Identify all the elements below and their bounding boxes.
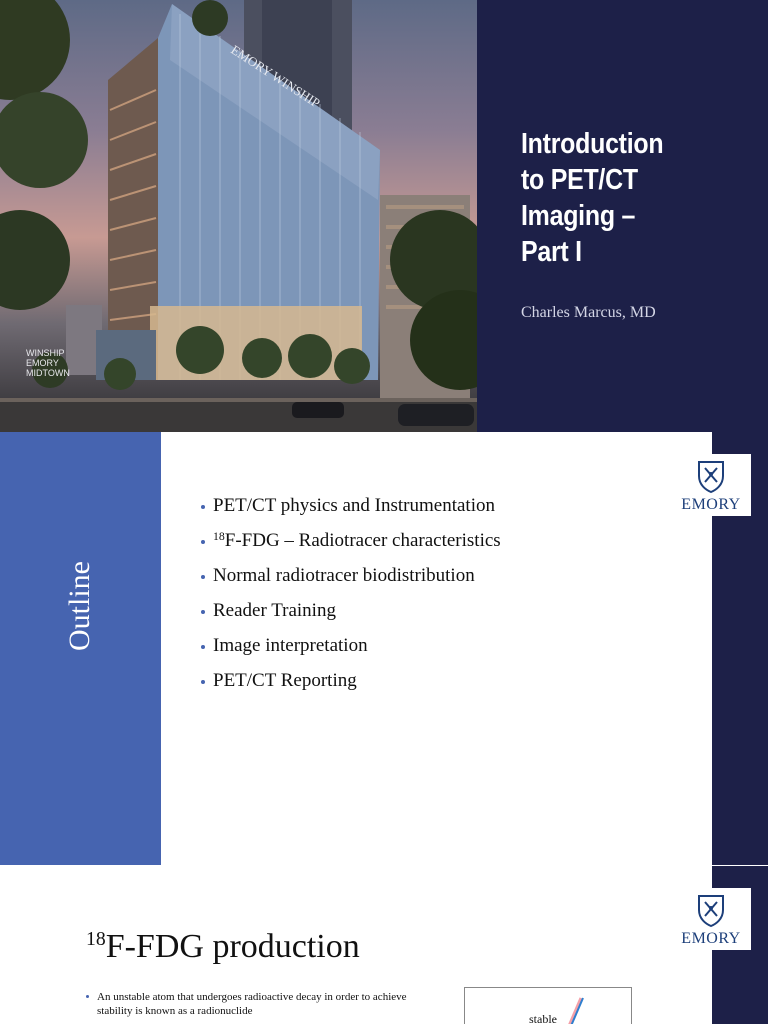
roof-sign: EMORY WINSHIP [228,41,323,111]
title-line: Introduction [521,128,664,160]
shield-icon [697,460,725,494]
title-line: to PET/CT [521,164,638,196]
section-label: Outline [63,561,96,651]
list-item: PET/CT physics and Instrumentation [200,492,501,527]
building-signage [0,0,477,432]
title-line: Part I [521,236,582,268]
outline-list [200,492,501,702]
slide-heading: $^{18}$F-FDG production [86,928,360,965]
bullet-text: An unstable atom that undergoes radioactive decay in order to achieve stability is known as a radionuclide [97,991,407,1017]
slide-title [521,126,727,270]
list-item [86,990,436,1018]
logo-wordmark: EMORY [681,496,741,513]
fdg-production-slide [0,866,768,1024]
ground-sign-line-3: MIDTOWN [26,368,70,378]
list-item: $^{18}$F-FDG – Radiotracer characteristics [200,527,501,562]
ground-sign-line-2: EMORY [26,358,59,368]
author-name: Charles Marcus, MD [521,304,656,321]
logo-wordmark: EMORY [681,930,741,947]
list-item: Reader Training [200,597,501,632]
outline-slide [0,432,768,865]
emory-logo [671,454,751,516]
title-slide [0,0,768,432]
diagram-label: stable [529,1012,557,1024]
building-photo [0,0,477,432]
list-item: PET/CT Reporting [200,667,501,702]
outline-sidebar [0,432,161,865]
stability-diagram [464,987,632,1024]
title-panel [477,0,768,432]
shield-icon [697,894,725,928]
title-line: Imaging – [521,200,636,232]
list-item: Normal radiotracer biodistribution [200,562,501,597]
ground-sign-line-1: WINSHIP [26,348,65,358]
list-item: Image interpretation [200,632,501,667]
emory-logo [671,888,751,950]
